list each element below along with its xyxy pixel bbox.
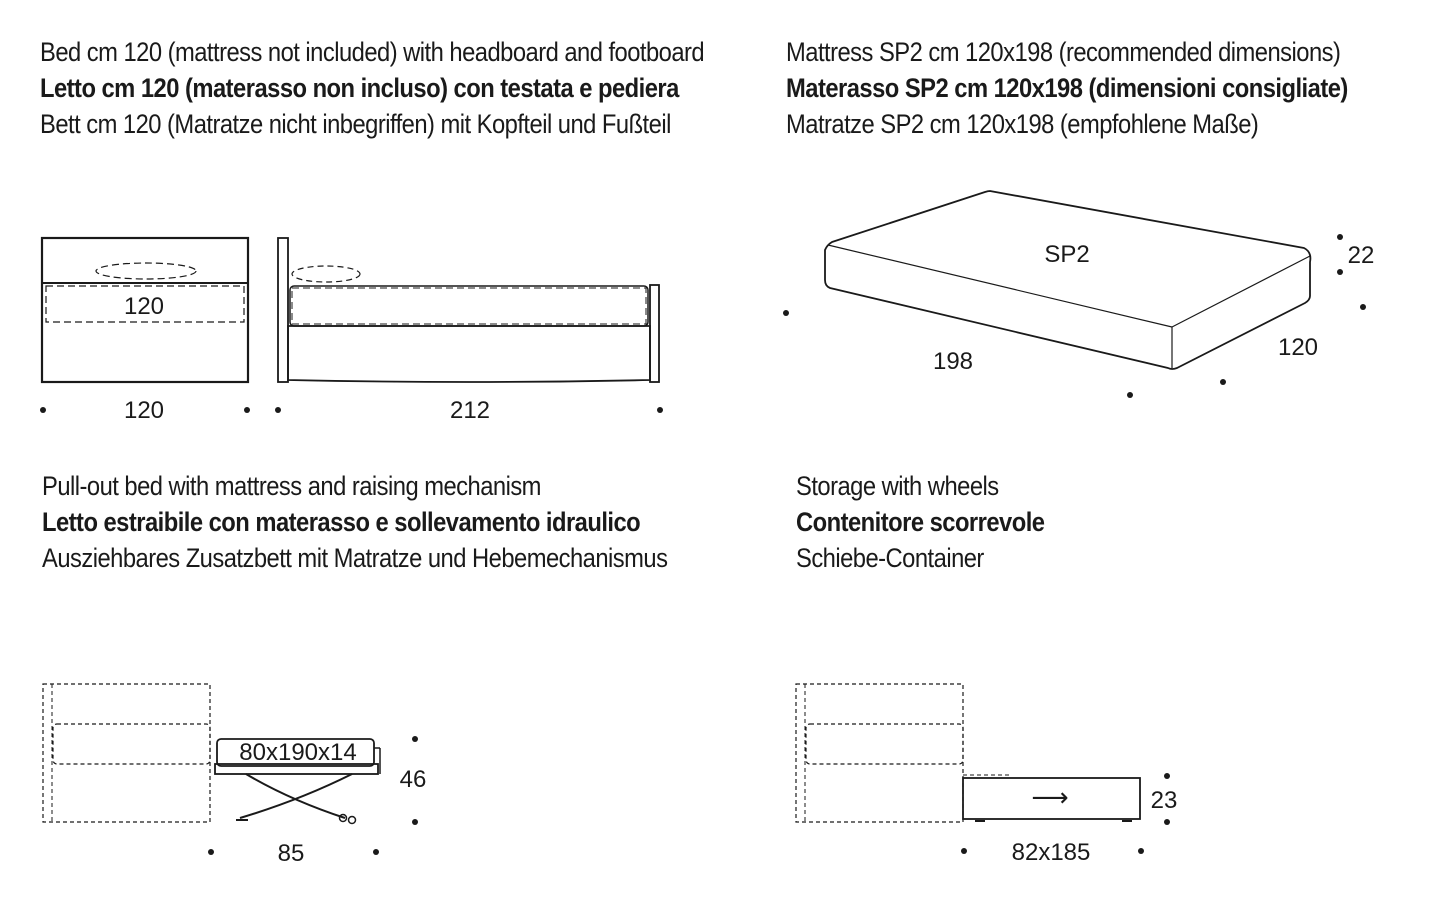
dimension-dot: [1220, 379, 1226, 385]
dimension-dot: [1337, 269, 1343, 275]
dimension-dot: [1127, 392, 1133, 398]
bed-caption-en: Bed cm 120 (mattress not included) with headboard and footboard: [40, 37, 705, 67]
storage-bed-mattress-outline: [806, 724, 963, 764]
pullout-mattress-label: 80x190x14: [239, 739, 357, 766]
dimension-dot: [40, 407, 46, 413]
pullout-wheel: [349, 817, 356, 824]
bed-side-base: [288, 326, 650, 382]
mattress-iso-view: [825, 191, 1310, 369]
dimension-dot: [1138, 848, 1144, 854]
mattress-length-label: 198: [932, 348, 974, 375]
dimension-dot: [244, 407, 250, 413]
dimension-dot: [275, 407, 281, 413]
pullout-caption-de: Ausziehbares Zusatzbett mit Matratze und Hebemechanismus: [42, 543, 668, 573]
bed-side-mattress-dashed: [292, 288, 646, 324]
dimension-dot: [412, 819, 418, 825]
pullout-caption-it: Letto estraibile con materasso e sollevamento idraulico: [42, 507, 641, 537]
pullout-bed-mattress-outline: [53, 724, 210, 764]
mattress-width-label: 120: [1277, 334, 1319, 361]
pullout-bed-frame-outline: [43, 684, 210, 822]
bed-side-mattress: [290, 286, 648, 326]
dimension-dot: [1164, 819, 1170, 825]
mattress-outline: [825, 191, 1310, 369]
mattress-top-label: SP2: [1044, 241, 1090, 268]
bed-front-pillow-outline: [96, 263, 196, 279]
bed-side-pillow-outline: [292, 266, 360, 282]
bed-side-view: [278, 238, 659, 382]
dimension-dot: [1360, 304, 1366, 310]
pullout-caption-en: Pull-out bed with mattress and raising mechanism: [42, 471, 541, 501]
pullout-depth-label: 85: [277, 840, 305, 867]
dimension-dot: [961, 848, 967, 854]
storage-caption-it: Contenitore scorrevole: [796, 507, 1045, 537]
bed-side-length-label: 212: [449, 397, 491, 424]
storage-height-label: 23: [1150, 787, 1178, 814]
pullout-height-label: 46: [399, 766, 427, 793]
dimension-dot: [208, 849, 214, 855]
mattress-caption-it: Materasso SP2 cm 120x198 (dimensioni consigliate): [786, 73, 1348, 103]
dimension-dot: [412, 736, 418, 742]
bed-side-headboard: [278, 238, 288, 382]
storage-bed-frame-outline: [796, 684, 963, 822]
bed-caption-it: Letto cm 120 (materasso non incluso) con testata e pediera: [40, 73, 679, 103]
bed-front-inner-label: 120: [123, 293, 165, 320]
storage-caption-en: Storage with wheels: [796, 471, 999, 501]
bed-front-width-label: 120: [123, 397, 165, 424]
dimension-dot: [783, 310, 789, 316]
bed-side-footboard: [650, 285, 659, 382]
bed-caption-de: Bett cm 120 (Matratze nicht inbegriffen) mit Kopfteil und Fußteil: [40, 109, 671, 139]
storage-caption-de: Schiebe-Container: [796, 543, 984, 573]
mattress-caption-de: Matratze SP2 cm 120x198 (empfohlene Maße): [786, 109, 1259, 139]
storage-arrow-icon: ⟶: [1031, 782, 1069, 812]
dimension-dot: [657, 407, 663, 413]
dimension-dot: [373, 849, 379, 855]
dimension-dot: [1337, 234, 1343, 240]
dimension-dot: [1164, 773, 1170, 779]
storage-view: [796, 684, 1140, 822]
mattress-caption-en: Mattress SP2 cm 120x198 (recommended dimensions): [786, 37, 1341, 67]
storage-size-label: 82x185: [1011, 839, 1091, 866]
mattress-height-label: 22: [1347, 242, 1375, 269]
